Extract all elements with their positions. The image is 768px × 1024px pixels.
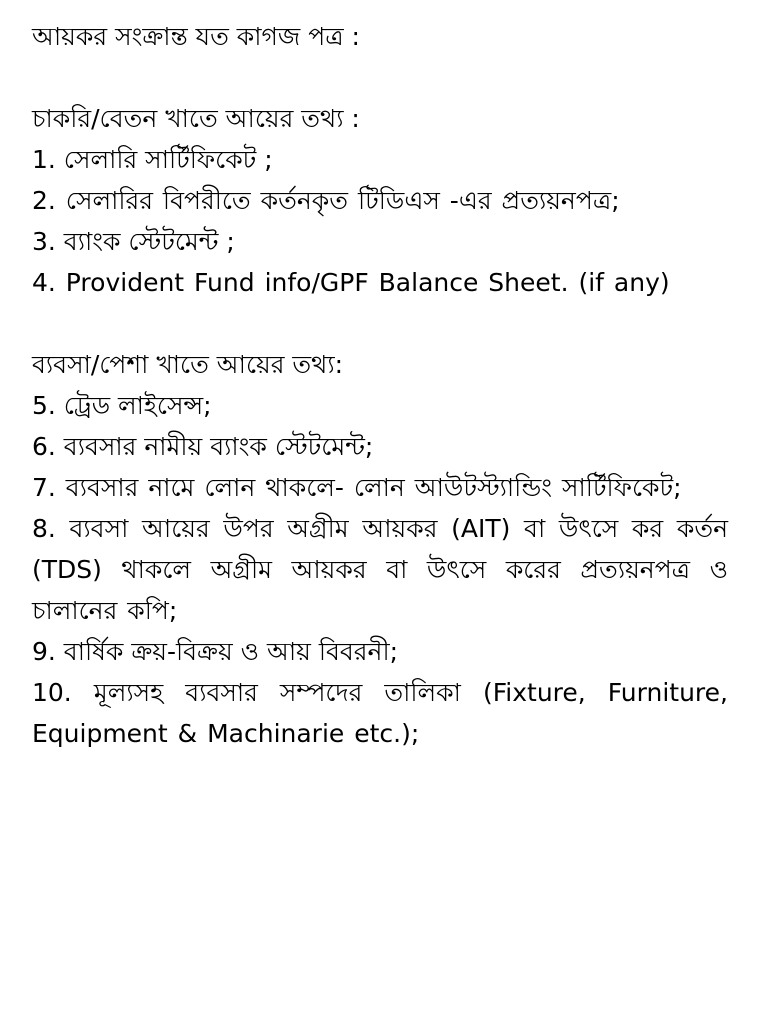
business-item-9: 9. বার্ষিক ক্রয়-বিক্রয় ও আয় বিবরনী;	[32, 637, 399, 666]
spacer	[32, 303, 728, 344]
spacer	[32, 57, 728, 98]
salary-item-3: 3. ব্যাংক স্টেটমেন্ট ;	[32, 227, 235, 256]
business-item-10: 10. মূল্যসহ ব্যবসার সম্পদের তালিকা (Fixture, Furniture, Equipment & Machinarie etc.);	[32, 678, 728, 748]
salary-item-4: 4. Provident Fund info/GPF Balance Sheet. (if any)	[32, 268, 670, 297]
business-item-5: 5. ট্রেড লাইসেন্স;	[32, 391, 212, 420]
business-item-6: 6. ব্যবসার নামীয় ব্যাংক স্টেটমেন্ট;	[32, 432, 374, 461]
business-section-heading: ব্যবসা/পেশা খাতে আয়ের তথ্য:	[32, 350, 344, 379]
business-item-8: 8. ব্যবসা আয়ের উপর অগ্রীম আয়কর (AIT) বা উৎসে কর কর্তন (TDS) থাকলে অগ্রীম আয়কর বা উৎসে করের প্রত্যয়নপত্র ও চালানের কপি;	[32, 514, 728, 625]
document-content	[32, 16, 728, 754]
salary-item-2: 2. সেলারির বিপরীতে কর্তনকৃত টিডিএস -এর প্রত্যয়নপত্র;	[32, 186, 620, 215]
salary-item-1: 1. সেলারি সার্টিফিকেট ;	[32, 145, 273, 174]
salary-section-heading: চাকরি/বেতন খাতে আয়ের তথ্য :	[32, 104, 360, 133]
document-title: আয়কর সংক্রান্ত যত কাগজ পত্র :	[32, 22, 360, 51]
business-item-7: 7. ব্যবসার নামে লোন থাকলে- লোন আউটস্ট্যান্ডিং সার্টিফিকেট;	[32, 473, 682, 502]
